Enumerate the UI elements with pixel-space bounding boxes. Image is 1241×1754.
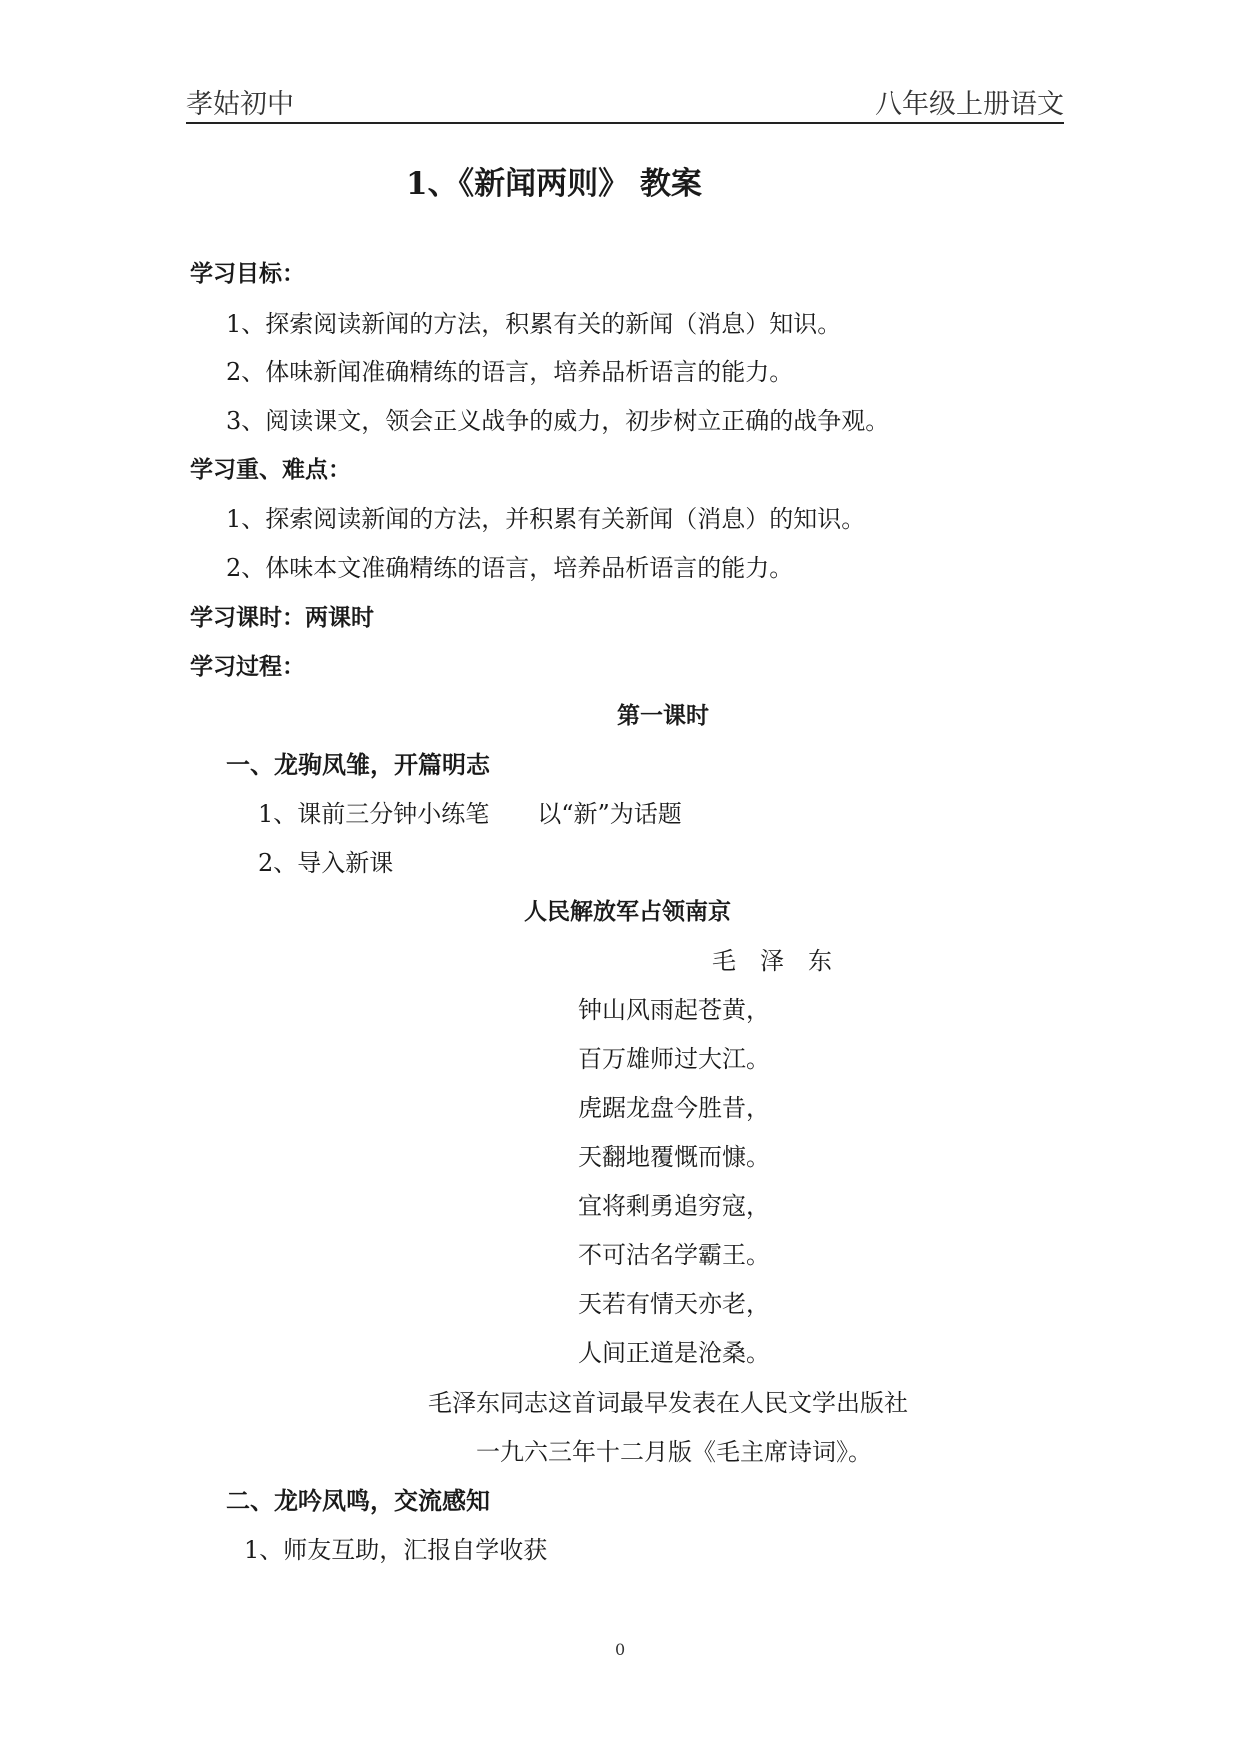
poem-author: 毛 泽 东	[712, 947, 832, 975]
section-heading: 一、龙驹凤雏，开篇明志	[226, 750, 490, 779]
poem-line: 天翻地覆慨而慷。	[578, 1143, 770, 1171]
objective-item: 1、探索阅读新闻的方法，积累有关的新闻（消息）知识。	[226, 310, 842, 338]
poem-line: 宜将剩勇追穷寇，	[578, 1192, 770, 1220]
section-item: 2、导入新课	[258, 849, 394, 877]
section-item: 1、师友互助，汇报自学收获	[244, 1536, 548, 1564]
document-title: 1、《新闻两则》 教案	[406, 166, 702, 202]
poem-line: 百万雄师过大江。	[578, 1045, 770, 1073]
header-school: 孝姑初中	[186, 89, 294, 120]
poem-note: 毛泽东同志这首词最早发表在人民文学出版社	[428, 1389, 908, 1417]
page-number: 0	[615, 1640, 626, 1659]
objective-item: 3、阅读课文，领会正义战争的威力，初步树立正确的战争观。	[226, 407, 890, 435]
poem-line: 人间正道是沧桑。	[578, 1339, 770, 1367]
process-heading: 学习过程：	[190, 653, 305, 680]
keypoint-item: 2、体味本文准确精练的语言，培养品析语言的能力。	[226, 554, 794, 582]
keypoint-item: 1、探索阅读新闻的方法，并积累有关新闻（消息）的知识。	[226, 505, 866, 533]
keypoints-heading: 学习重、难点：	[190, 456, 351, 483]
class-hours: 学习课时：两课时	[190, 604, 374, 631]
objective-item: 2、体味新闻准确精练的语言，培养品析语言的能力。	[226, 358, 794, 386]
poem-line: 虎踞龙盘今胜昔，	[578, 1094, 770, 1122]
header-course: 八年级上册语文	[875, 89, 1064, 120]
poem-line: 天若有情天亦老，	[578, 1290, 770, 1318]
lesson-heading: 第一课时	[617, 702, 709, 729]
objectives-heading: 学习目标：	[190, 260, 305, 287]
header-rule	[186, 122, 1064, 124]
poem-line: 钟山风雨起苍黄，	[578, 996, 770, 1024]
poem-line: 不可沽名学霸王。	[578, 1241, 770, 1269]
poem-note: 一九六三年十二月版《毛主席诗词》。	[476, 1438, 872, 1466]
poem-title: 人民解放军占领南京	[524, 898, 731, 925]
section-heading: 二、龙吟凤鸣，交流感知	[226, 1486, 490, 1515]
section-item: 1、课前三分钟小练笔 以“新”为话题	[258, 800, 682, 828]
